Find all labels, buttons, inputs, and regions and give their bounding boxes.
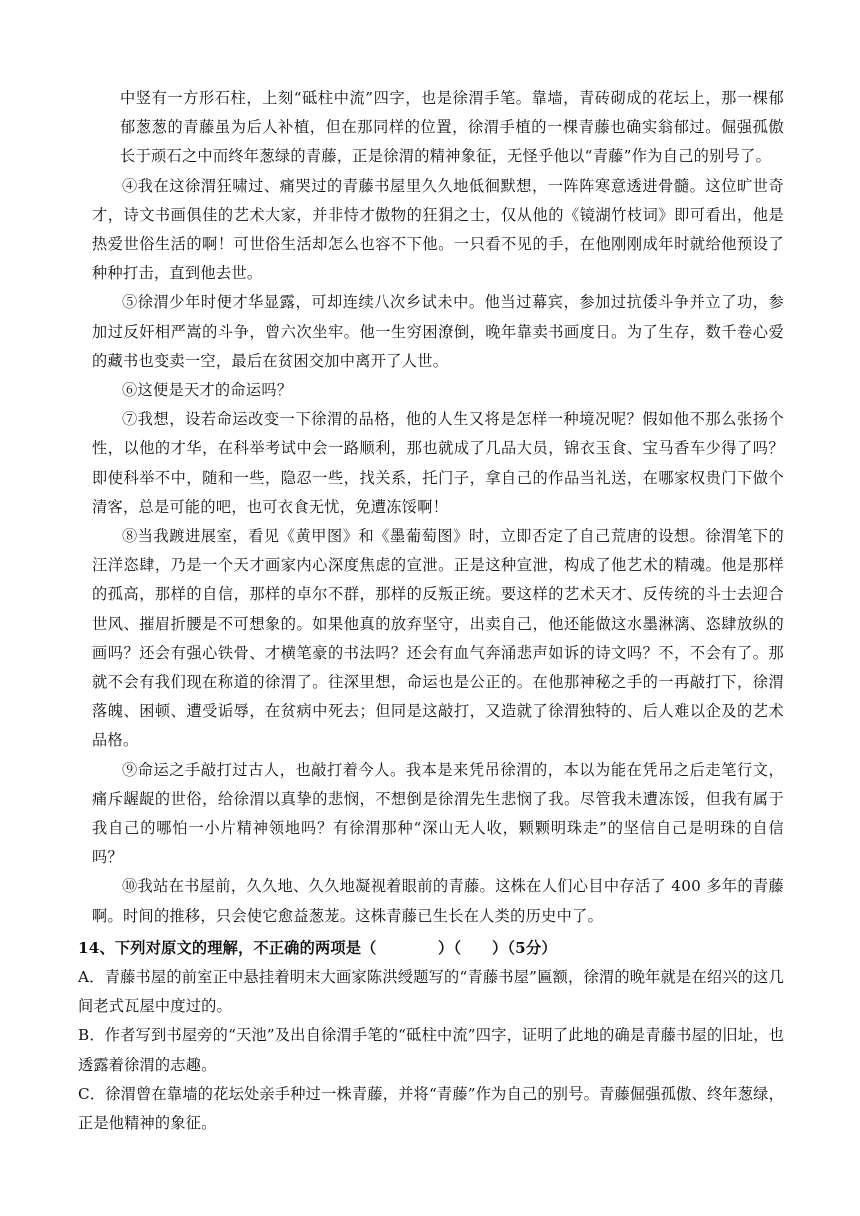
paragraph-continuation: 中竖有一方形石柱，上刻“砥柱中流”四字，也是徐渭手笔。靠墙，青砖砌成的花坛上，那一棵郁郁葱葱的青藤虽为后人补植，但在那同样的位置，徐渭手植的一棵青藤也确实翁郁过。倔强孤傲长于顽石之中而终年葱绿的青藤，正是徐渭的精神象征，无怪乎他以“青藤”作为自己的别号了。 xyxy=(120,89,784,166)
article-body xyxy=(92,84,784,931)
paragraph-9: ⑨命运之手敲打过古人，也敲打着今人。我本是来凭吊徐渭的，本以为能在凭吊之后走笔行文，痛斥龌龊的世俗，给徐渭以真挚的悲悯，不想倒是徐渭先生悲悯了我。尽管我未遭冻馁，但我有属于我自己的哪怕一小片精神领地吗？有徐渭那种“深山无人收，颗颗明珠走”的坚信自己是明珠的自信吗？ xyxy=(92,760,784,867)
option-a: A．青藤书屋的前室正中悬挂着明末大画家陈洪绶题写的“青藤书屋”匾额，徐渭的晚年就是在绍兴的这几间老式瓦屋中度过的。 xyxy=(78,967,784,1016)
question-stem: 14、下列对原文的理解，不正确的两项是（ ）（ ）（5分） xyxy=(78,938,557,957)
paragraph-8: ⑧当我踱进展室，看见《黄甲图》和《墨葡萄图》时，立即否定了自己荒唐的设想。徐渭笔下的汪洋恣肆，乃是一个天才画家内心深度焦虑的宣泄。正是这种宣泄，构成了他艺术的精魂。他是那样的孤高，那样的自信，那样的卓尔不群，那样的反叛正统。要这样的艺术天才、反传统的斗士去迎合世风、摧眉折腰是不可想象的。如果他真的放弃坚守，出卖自己，他还能做这水墨淋漓、恣肆放纵的画吗？还会有强心铁骨、才横笔豪的书法吗？还会有血气奔涌悲声如诉的诗文吗？不，不会有了。那就不会有我们现在称道的徐渭了。往深里想，命运也是公正的。在他那神秘之手的一再敲打下，徐渭落魄、困顿、遭受诟辱，在贫病中死去；但同是这敲打，又造就了徐渭独特的、后人难以企及的艺术品格。 xyxy=(92,527,784,750)
option-b: B．作者写到书屋旁的“天池”及出自徐渭手笔的“砥柱中流”四字，证明了此地的确是青藤书屋的旧址，也透露着徐渭的志趣。 xyxy=(78,1026,784,1074)
paragraph-10: ⑩我站在书屋前，久久地、久久地凝视着眼前的青藤。这株在人们心目中存活了 400 多年的青藤啊。时间的推移，只会使它愈益葱茏。这株青藤已生长在人类的历史中了。 xyxy=(92,877,784,925)
question-block xyxy=(78,933,784,1138)
paragraph-5: ⑤徐渭少年时便才华显露，可却连续八次乡试未中。他当过幕宾，参加过抗倭斗争并立了功，参加过反奸相严嵩的斗争，曾六次坐牢。他一生穷困潦倒，晚年靠卖书画度日。为了生存，数千卷心爱的藏书也变卖一空，最后在贫困交加中离开了人世。 xyxy=(92,293,784,370)
paragraph-7: ⑦我想，设若命运改变一下徐渭的品格，他的人生又将是怎样一种境况呢？假如他不那么张扬个性，以他的才华，在科举考试中会一路顺利，那也就成了几品大员，锦衣玉食、宝马香车少得了吗？即使科举不中，随和一些，隐忍一些，找关系，托门子，拿自己的作品当礼送，在哪家权贵门下做个清客，总是可能的吧，也可衣食无忧，免遭冻馁啊！ xyxy=(92,410,784,516)
paragraph-4: ④我在这徐渭狂啸过、痛哭过的青藤书屋里久久地低徊默想，一阵阵寒意透进骨髓。这位旷世奇才，诗文书画俱佳的艺术大家，并非恃才傲物的狂狷之士，仅从他的《镜湖竹枝词》即可看出，他是热爱世俗生活的啊！可世俗生活却怎么也容不下他。一只看不见的手，在他刚刚成年时就给他预设了种种打击，直到他去世。 xyxy=(92,176,784,283)
paragraph-6: ⑥这便是天才的命运吗？ xyxy=(122,381,293,400)
option-c: C．徐渭曾在靠墙的花坛处亲手种过一株青藤，并将“青藤”作为自己的别号。青藤倔强孤傲、终年葱绿，正是他精神的象征。 xyxy=(78,1084,784,1132)
